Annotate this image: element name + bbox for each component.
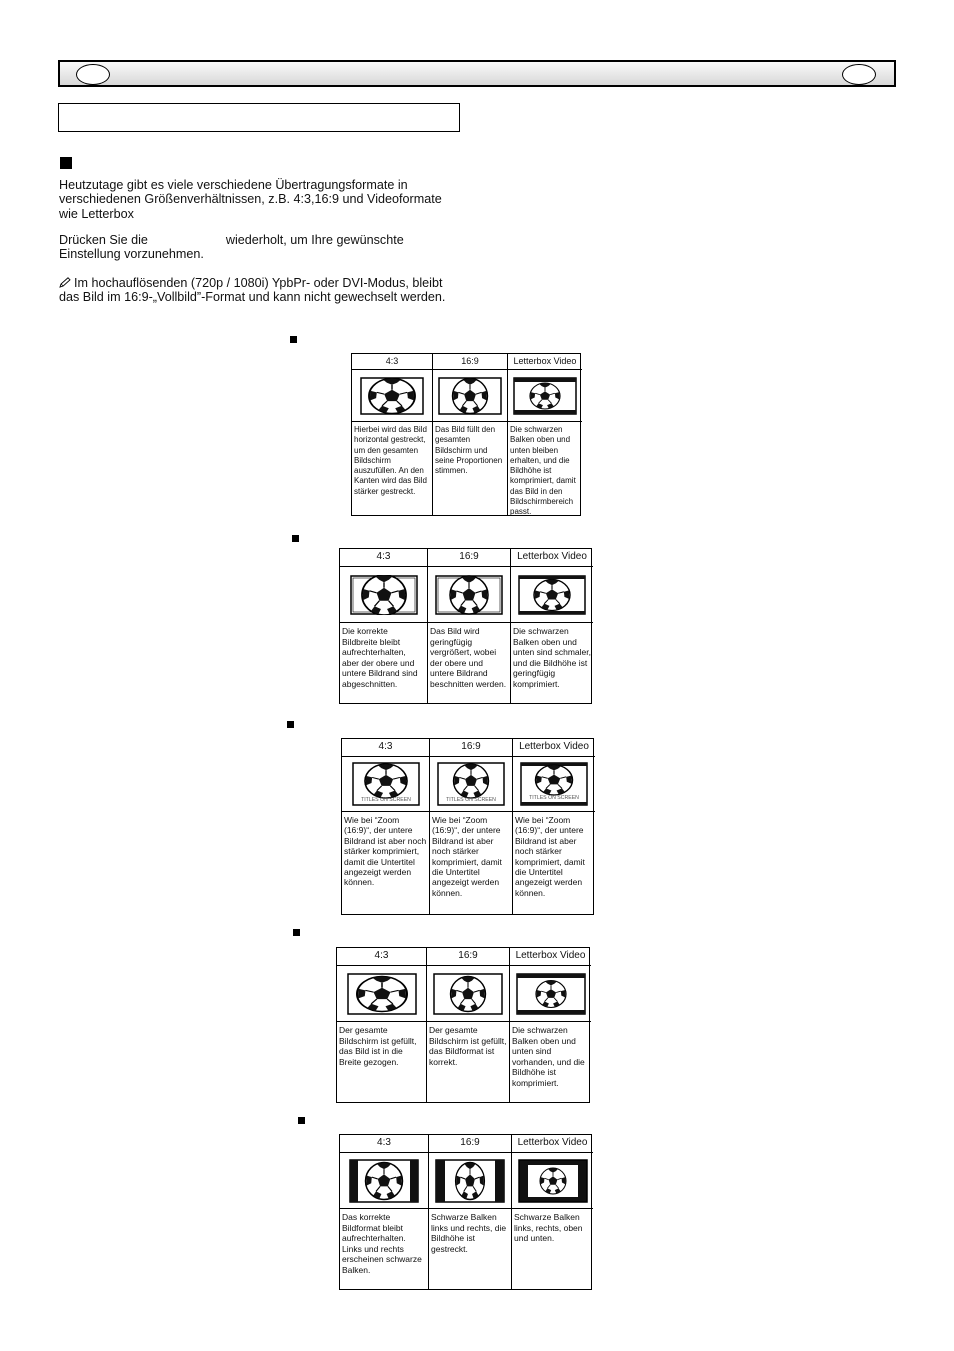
mode-bullet bbox=[292, 535, 299, 542]
tv-preview bbox=[340, 567, 427, 623]
column-header: Letterbox Video bbox=[508, 354, 582, 370]
press-line bbox=[59, 233, 404, 247]
tv-illustration bbox=[518, 1159, 588, 1203]
tv-preview bbox=[428, 567, 510, 623]
tv-preview bbox=[511, 567, 593, 623]
format-table bbox=[341, 738, 594, 915]
mode-description: Die schwarzen Balken oben und unten sind schmaler, und die Bildhöhe ist geringfügig komprimiert. bbox=[513, 626, 591, 689]
tv-preview bbox=[430, 757, 512, 812]
column-4-3 bbox=[352, 354, 432, 515]
tv-illustration bbox=[349, 1159, 419, 1203]
language-badge-left bbox=[76, 64, 110, 85]
tv-preview bbox=[429, 1153, 511, 1209]
column-4-3 bbox=[342, 739, 429, 914]
format-table bbox=[339, 548, 592, 704]
note-text: Im hochauflösenden (720p / 1080i) YpbPr- oder DVI-Modus, bleibt bbox=[74, 276, 443, 290]
format-table bbox=[351, 353, 581, 516]
tv-illustration bbox=[518, 575, 586, 615]
column-16-9 bbox=[427, 549, 510, 703]
tv-preview bbox=[352, 370, 432, 422]
column-4-3 bbox=[337, 948, 426, 1102]
mode-description: Wie bei “Zoom (16:9)“, der untere Bildrand ist aber noch stärker komprimiert, damit die Untertitel angezeigt werden können. bbox=[344, 815, 427, 888]
mode-description: Die schwarzen Balken oben und unten sind vorhanden, und die Bildhöhe ist komprimiert. bbox=[512, 1025, 585, 1088]
intro-line: verschiedenen Größenverhältnissen, z.B. 4:3,16:9 und Videoformate bbox=[59, 192, 442, 207]
tv-preview bbox=[433, 370, 507, 422]
column-header: Letterbox Video bbox=[512, 1135, 593, 1153]
tv-preview bbox=[427, 966, 509, 1022]
mode-description: Der gesamte Bildschirm ist gefüllt, das Bildformat ist korrekt. bbox=[429, 1025, 507, 1067]
intro-paragraph bbox=[59, 178, 442, 221]
column-header: 16:9 bbox=[430, 739, 512, 757]
tv-illustration bbox=[438, 377, 502, 415]
subtitle-caption: TITLES ON SCREEN bbox=[529, 795, 579, 801]
press-after: wiederholt, um Ihre gewünschte bbox=[225, 233, 404, 247]
press-before: Drücken Sie die bbox=[59, 233, 148, 247]
mode-description: Der gesamte Bildschirm ist gefüllt, das Bild ist in die Breite gezogen. bbox=[339, 1025, 417, 1067]
mode-description: Hierbei wird das Bild horizontal gestreckt, um den gesamten Bildschirm auszufüllen. An den Kanten wird das Bild stärker gestreckt. bbox=[354, 425, 427, 496]
tv-illustration bbox=[352, 762, 420, 806]
column-letterbox bbox=[509, 948, 591, 1102]
subtitle-caption: TITLES ON SCREEN bbox=[446, 797, 496, 803]
tv-illustration bbox=[516, 973, 586, 1015]
column-4-3 bbox=[340, 1135, 428, 1289]
mode-description: Das Bild füllt den gesamten Bildschirm und seine Proportionen stimmen. bbox=[435, 425, 503, 476]
section-bullet bbox=[60, 157, 72, 169]
column-header: 16:9 bbox=[433, 354, 507, 370]
mode-bullet bbox=[287, 721, 294, 728]
tv-illustration bbox=[435, 1159, 505, 1203]
column-4-3 bbox=[340, 549, 427, 703]
tv-illustration bbox=[520, 762, 588, 806]
mode-description: Wie bei “Zoom (16:9)“, der untere Bildrand ist aber noch stärker komprimiert, damit die Untertitel angezeigt werden können. bbox=[515, 815, 585, 898]
column-header: Letterbox Video bbox=[510, 948, 591, 966]
language-badge-right bbox=[842, 64, 876, 85]
column-header: 16:9 bbox=[428, 549, 510, 567]
column-header: 4:3 bbox=[337, 948, 426, 966]
tv-illustration bbox=[347, 973, 417, 1015]
column-header: Letterbox Video bbox=[513, 739, 595, 757]
header-bar bbox=[58, 60, 896, 87]
column-16-9 bbox=[428, 1135, 511, 1289]
note-line-2: das Bild im 16:9-„Vollbild”-Format und kann nicht gewechselt werden. bbox=[59, 290, 446, 305]
tv-preview bbox=[342, 757, 429, 812]
mode-bullet bbox=[290, 336, 297, 343]
tv-preview bbox=[512, 1153, 593, 1209]
tv-preview bbox=[508, 370, 582, 422]
section-title-box bbox=[58, 103, 460, 132]
note-line bbox=[59, 276, 445, 290]
column-16-9 bbox=[426, 948, 509, 1102]
mode-description: Die schwarzen Balken oben und unten bleiben erhalten, und die Bildhöhe ist komprimiert, damit das Bild in den Bildschirmbereich passt. bbox=[510, 425, 576, 517]
column-header: Letterbox Video bbox=[511, 549, 593, 567]
tv-preview bbox=[513, 757, 595, 812]
tv-preview bbox=[510, 966, 591, 1022]
column-letterbox bbox=[510, 549, 593, 703]
mode-description: Das Bild wird geringfügig vergrößert, wobei der obere und untere Bildrand beschnitten werden. bbox=[430, 626, 507, 689]
format-table bbox=[336, 947, 590, 1103]
column-header: 16:9 bbox=[427, 948, 509, 966]
tv-illustration bbox=[513, 377, 577, 415]
tv-illustration bbox=[350, 575, 418, 615]
intro-line: wie Letterbox bbox=[59, 206, 134, 221]
tv-illustration bbox=[435, 575, 503, 615]
intro-line: Heutzutage gibt es viele verschiedene Übertragungsformate in bbox=[59, 178, 408, 192]
mode-description: Schwarze Balken links, rechts, oben und unten. bbox=[514, 1212, 583, 1244]
pencil-icon bbox=[59, 277, 71, 288]
column-letterbox bbox=[507, 354, 582, 515]
tv-illustration bbox=[433, 973, 503, 1015]
tv-illustration bbox=[437, 762, 505, 806]
column-16-9 bbox=[429, 739, 512, 914]
column-16-9 bbox=[432, 354, 507, 515]
tv-preview bbox=[337, 966, 426, 1022]
format-table bbox=[339, 1134, 592, 1290]
column-letterbox bbox=[511, 1135, 593, 1289]
note-paragraph bbox=[59, 276, 445, 305]
mode-description: Schwarze Balken links und rechts, die Bildhöhe ist gestreckt. bbox=[431, 1212, 507, 1254]
column-header: 4:3 bbox=[352, 354, 432, 370]
tv-preview bbox=[340, 1153, 428, 1209]
mode-description: Wie bei “Zoom (16:9)“, der untere Bildrand ist aber noch stärker komprimiert, damit die Untertitel angezeigt werden können. bbox=[432, 815, 502, 898]
mode-description: Das korrekte Bildformat bleibt aufrechterhalten. Links und rechts erscheinen schwarze Balken. bbox=[342, 1212, 422, 1275]
column-header: 4:3 bbox=[340, 1135, 428, 1153]
column-header: 4:3 bbox=[342, 739, 429, 757]
press-instruction bbox=[59, 233, 404, 262]
subtitle-caption: TITLES ON SCREEN bbox=[360, 797, 411, 803]
mode-bullet bbox=[293, 929, 300, 936]
tv-illustration bbox=[360, 377, 424, 415]
column-header: 16:9 bbox=[429, 1135, 511, 1153]
column-header: 4:3 bbox=[340, 549, 427, 567]
mode-description: Die korrekte Bildbreite bleibt aufrechterhalten, aber der obere und untere Bildrand sind abgeschnitten. bbox=[342, 626, 418, 689]
column-letterbox bbox=[512, 739, 595, 914]
press-line-2: Einstellung vorzunehmen. bbox=[59, 247, 204, 262]
mode-bullet bbox=[298, 1117, 305, 1124]
